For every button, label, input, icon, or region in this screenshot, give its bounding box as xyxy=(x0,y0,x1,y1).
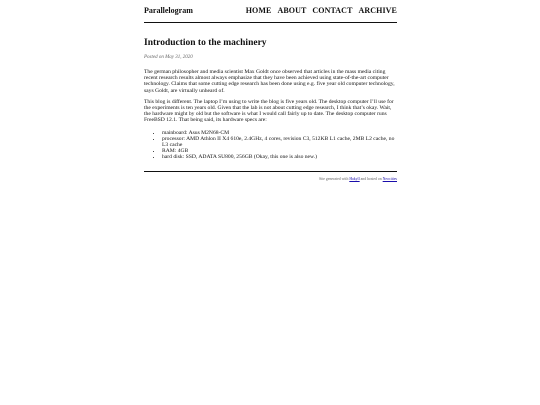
post-title: Introduction to the machinery xyxy=(144,38,267,48)
footer-prefix-text: Site generated with xyxy=(319,176,350,181)
nav-contact-link[interactable]: CONTACT xyxy=(312,6,353,15)
post-paragraph-hardware: This blog is different. The laptop I’m using to write the blog is five years old. The desktop computer I’ll use for the experiments is ten years old. Given that the lab is not about cutting edge research, I think that’s okay. Wait, the hardware might by old but the software is what I would call fairly up to date. The desktop computer runs FreeBSD 12.1. That being said, its hardware specs are: xyxy=(144,98,394,124)
post-date: Posted on May 31, 2020 xyxy=(144,55,193,60)
nav-archive-link[interactable]: ARCHIVE xyxy=(358,6,397,15)
nav-home-link[interactable]: HOME xyxy=(245,6,272,15)
hardware-specs-list xyxy=(144,130,397,161)
blog-post xyxy=(144,37,397,161)
footer-middle-text: and hosted on xyxy=(359,176,383,181)
nav-about-link[interactable]: ABOUT xyxy=(277,6,307,15)
site-footer xyxy=(144,171,397,182)
footer-generator-link[interactable]: Hakyll xyxy=(349,176,360,181)
post-paragraph-intro: The german philosopher and media scientist Max Goldt once observed that articles in the mass media citing recent research results almost always emphasize that they have been achieved using state-of-the-art computer technology. Claims that some cutting edge research has been done using e.g. five year old computer technology, says Goldt, are virtually unheard of. xyxy=(144,69,395,94)
page-container xyxy=(144,0,397,182)
spec-item-processor: • processor: AMD Athlon II X4 610e, 2.4GHz, 4 cores, revision C3, 512KB L1 cache, 2MB L2 cache, no L3 cache xyxy=(162,136,397,148)
site-title-link[interactable]: Parallelogram xyxy=(144,6,193,15)
main-nav xyxy=(246,4,397,18)
footer-host-link[interactable]: Neocities xyxy=(382,176,397,181)
spec-item-ram: • RAM: 4GB xyxy=(162,148,397,154)
site-header xyxy=(144,4,397,23)
spec-item-mainboard: • mainboard: Asus M2N68-CM xyxy=(162,130,397,136)
spec-item-hard-disk: • hard disk: SSD, ADATA SU800, 256GB (Okay, this one is also new.) xyxy=(162,154,397,160)
